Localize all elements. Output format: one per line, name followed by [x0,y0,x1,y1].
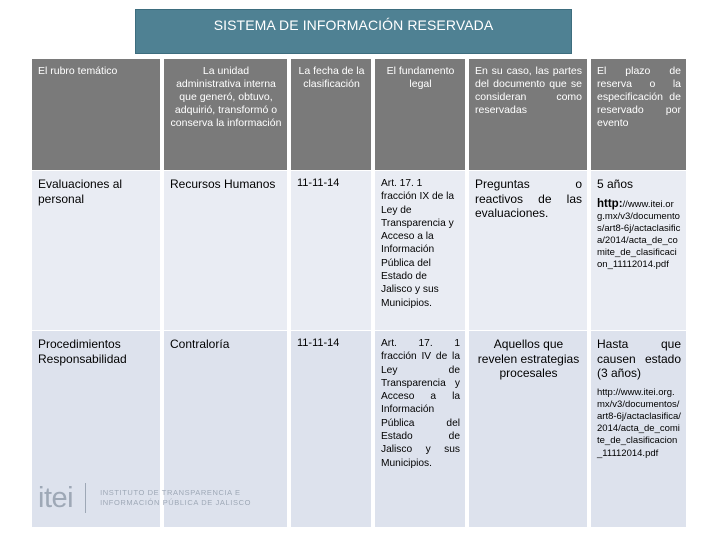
row2-rubro: Procedimientos Responsabilidad [32,330,160,527]
logo-divider [85,483,86,513]
header-fundamento: El fundamento legal [375,59,465,170]
row1-fecha: 11-11-14 [291,170,371,330]
row1-plazo-cell [591,170,686,330]
logo-text [100,488,251,508]
row2-fundamento: Art. 17. 1 fracción IV de la Ley de Transparencia y Acceso a la Información Pública del Estado de Jalisco y sus Municipios. [375,330,465,527]
header-rubro: El rubro temático [32,59,160,170]
row1-unidad: Recursos Humanos [164,170,287,330]
itei-logo [38,482,251,514]
row1-plazo: 5 años [597,177,634,191]
row2-plazo-cell [591,330,686,527]
row2-unidad: Contraloría [164,330,287,527]
row1-url-label: http: [597,197,623,210]
row2-plazo: Hasta que causen estado (3 años) [597,337,681,380]
page-title: SISTEMA DE INFORMACIÓN RESERVADA [135,9,572,54]
logo-line1: INSTITUTO DE TRANSPARENCIA E [100,488,241,497]
row1-url[interactable] [597,198,681,271]
row1-rubro: Evaluaciones al personal [32,170,160,330]
row1-fundamento: Art. 17. 1 fracción IX de la Ley de Transparencia y Acceso a la Información Pública del Estado de Jalisco y sus Municipios. [375,170,465,330]
row1-partes: Preguntas o reactivos de las evaluaciones. [469,170,587,330]
logo-mark: itei [38,481,74,514]
header-unidad: La unidad administrativa interna que generó, obtuvo, adquirió, transformó o conserva la información [164,59,287,170]
header-fecha: La fecha de la clasificación [291,59,371,170]
row2-partes: Aquellos que revelen estrategias procesales [469,330,587,527]
logo-line2: INFORMACIÓN PÚBLICA DE JALISCO [100,498,252,507]
row1-url-rest: //www.itei.org.mx/v3/documentos/art8-6j/actaclasifica/2014/acta_de_comite_de_clasificacion_11112014.pdf [597,198,681,270]
row2-fecha: 11-11-14 [291,330,371,527]
reserved-info-table [32,59,681,527]
header-partes: En su caso, las partes del documento que se consideran como reservadas [469,59,587,170]
row2-url[interactable]: http://www.itei.org.mx/v3/documentos/art8-6j/actaclasifica/2014/acta_de_comite_de_clasificacion_11112014.pdf [597,386,681,459]
header-plazo: El plazo de reserva o la especificación de reservado por evento [591,59,686,170]
